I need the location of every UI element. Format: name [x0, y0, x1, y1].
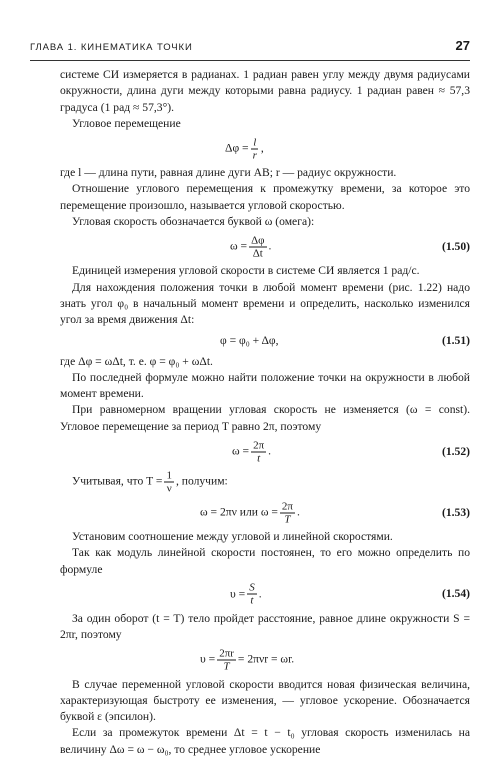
inline-formula-line — [60, 468, 470, 496]
text-fragment: Учитывая, что T = — [72, 474, 163, 488]
equation-text: φ = φ₀ + Δφ, — [220, 333, 279, 347]
equation-number: (1.50) — [441, 239, 470, 253]
fraction — [251, 136, 259, 161]
fraction-denominator: ν — [166, 482, 172, 495]
fraction-denominator: Δt — [252, 247, 263, 260]
header-rule — [30, 60, 470, 61]
equation-lhs: ω = 2πν или ω = — [200, 505, 278, 519]
fraction-numerator: 2π — [253, 439, 265, 452]
fraction-numerator: Δφ — [251, 234, 265, 247]
equation-lhs: ω = — [230, 239, 248, 253]
paragraph: Для нахождения положения точки в любой момент времени (рис. 1.22) надо знать угол φ₀ в начальный момент времени и определить, насколько изменился угол за время движения Δt: — [60, 280, 470, 327]
chapter-title: ГЛАВА 1. КИНЕМАТИКА ТОЧКИ — [30, 42, 193, 53]
equation-lhs: ω = — [232, 444, 250, 458]
paragraph: Установим соотношение между угловой и линейной скоростями. — [72, 530, 393, 544]
fraction — [217, 648, 236, 673]
equation-number: (1.54) — [441, 587, 470, 601]
paragraph: По последней формуле можно найти положение точки на окружности в любой момент времени. — [60, 370, 470, 401]
equation-1-54 — [60, 578, 470, 611]
equation-number: (1.53) — [441, 505, 470, 519]
fraction-denominator: t — [257, 452, 261, 465]
paragraph: где Δφ = ωΔt, т. е. φ = φ₀ + ωΔt. — [60, 354, 213, 368]
fraction-numerator: 2πr — [219, 647, 234, 660]
fraction-denominator: t — [250, 594, 254, 607]
equation-lhs: Δφ = — [225, 141, 249, 155]
paragraph: Отношение углового перемещения к промежутку времени, за которое это перемещение произошло, называется угловой скоростью. — [60, 182, 470, 212]
page-body — [60, 67, 470, 758]
fraction — [251, 439, 266, 464]
equation-1-50 — [60, 230, 470, 263]
fraction — [249, 234, 266, 259]
equation-1-51 — [60, 329, 470, 354]
paragraph: Угловая скорость обозначается буквой ω (омега): — [72, 215, 315, 229]
paragraph: Единицей измерения угловой скорости в системе СИ является 1 рад/с. — [72, 264, 420, 278]
text-fragment: , получим: — [175, 474, 228, 488]
equation-number: (1.52) — [441, 444, 470, 458]
equation-1-53 — [60, 496, 470, 529]
equation-tail: . — [268, 239, 272, 253]
fraction — [247, 582, 257, 607]
paragraph: В случае переменной угловой скорости вводится новая физическая величина, характеризующая быстроту ее изменения, — угловое ускорение. Обозначается буквой ε (эпсилон). — [60, 677, 470, 724]
running-header — [30, 38, 470, 58]
fraction — [280, 500, 295, 525]
page-number: 27 — [455, 38, 470, 53]
paragraph: Если за промежуток времени Δt = t − t₀ угловая скорость изменилась на величину Δω = ω − ω₀, то среднее угловое ускорение — [60, 726, 470, 756]
fraction-numerator: 1 — [166, 469, 172, 482]
equation-tail: . — [268, 444, 272, 458]
fraction-denominator: r — [252, 149, 257, 162]
equation-1-52 — [60, 435, 470, 468]
fraction — [164, 470, 174, 495]
fraction-numerator: S — [249, 581, 255, 594]
equation-tail: . — [258, 587, 262, 601]
paragraph: системе СИ измеряется в радианах. 1 радиан равен углу между двумя радиусами окружности, длина дуги между которыми равна радиусу. 1 радиан равен ≈ 57,3 градуса (1 рад ≈ 57,3°). — [60, 68, 470, 114]
fraction-denominator: T — [223, 660, 230, 673]
equation-angular-displacement — [60, 132, 470, 165]
equation-number: (1.51) — [441, 333, 470, 347]
paragraph: Угловое перемещение — [72, 116, 181, 130]
paragraph: где l — длина пути, равная длине дуги AB; r — радиус окружности. — [60, 166, 397, 180]
fraction-numerator: 2π — [281, 500, 293, 513]
equation-tail: . — [296, 505, 300, 519]
fraction-denominator: T — [284, 513, 291, 526]
equation-lhs: υ = — [200, 652, 216, 666]
equation-linear-speed — [60, 644, 470, 677]
paragraph: За один оборот (t = T) тело пройдет расстояние, равное длине окружности S = 2πr, поэтому — [60, 611, 470, 642]
paragraph: При равномерном вращении угловая скорость не изменяется (ω = const). Угловое перемещение за период T равно 2π, поэтому — [60, 403, 470, 433]
equation-lhs: υ = — [230, 587, 246, 601]
equation-tail: , — [260, 141, 264, 155]
equation-tail: = 2πνr = ωr. — [237, 652, 295, 666]
fraction-numerator: l — [253, 136, 257, 149]
paragraph: Так как модуль линейной скорости постоянен, то его можно определить по формуле — [60, 546, 470, 576]
